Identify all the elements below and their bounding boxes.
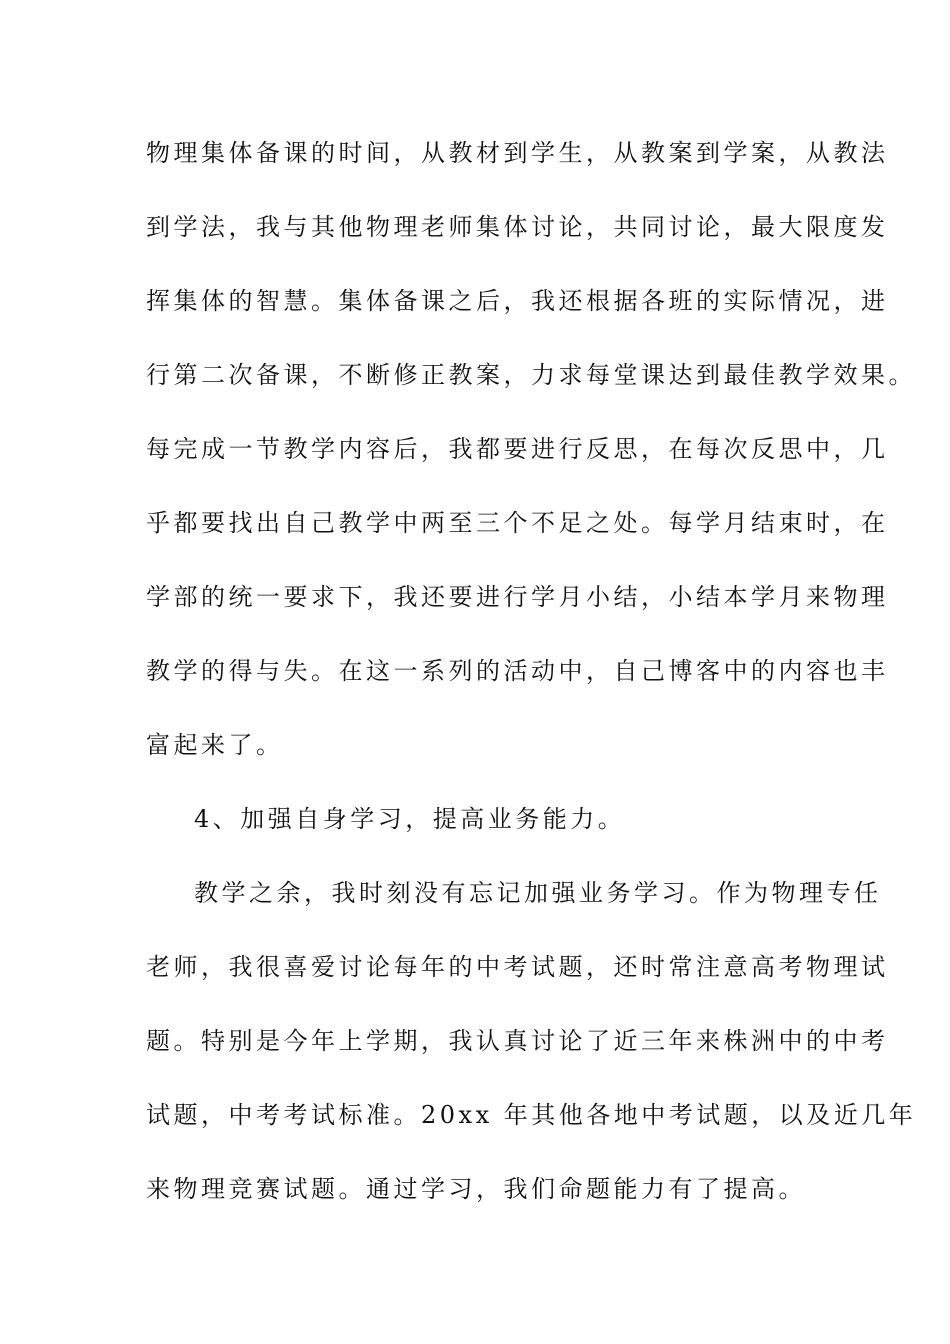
- paragraph-line: 乎都要找出自己教学中两至三个不足之处。每学月结束时，在: [146, 509, 889, 537]
- paragraph-line: 老师，我很喜爱讨论每年的中考试题，还时常注意高考物理试: [146, 953, 889, 981]
- paragraph-line: 挥集体的智慧。集体备课之后，我还根据各班的实际情况，进: [146, 287, 889, 315]
- section-heading: 4、加强自身学习，提高业务能力。: [194, 805, 626, 833]
- paragraph-line: 每完成一节教学内容后，我都要进行反思，在每次反思中，几: [146, 435, 889, 463]
- paragraph-line: 教学之余，我时刻没有忘记加强业务学习。作为物理专任: [194, 879, 882, 907]
- paragraph-line: 来物理竞赛试题。通过学习，我们命题能力有了提高。: [146, 1175, 806, 1203]
- paragraph-line: 学部的统一要求下，我还要进行学月小结，小结本学月来物理: [146, 583, 889, 611]
- paragraph-line: 到学法，我与其他物理老师集体讨论，共同讨论，最大限度发: [146, 213, 889, 241]
- paragraph-line: 行第二次备课，不断修正教案，力求每堂课达到最佳教学效果。: [146, 361, 916, 389]
- paragraph-line: 教学的得与失。在这一系列的活动中，自己博客中的内容也丰: [146, 657, 889, 685]
- paragraph-line: 富起来了。: [146, 731, 284, 759]
- paragraph-line: 物理集体备课的时间，从教材到学生，从教案到学案，从教法: [146, 139, 889, 167]
- paragraph-line: 试题，中考考试标准。20xx 年其他各地中考试题，以及近几年: [146, 1101, 917, 1129]
- paragraph-line: 题。特别是今年上学期，我认真讨论了近三年来株洲中的中考: [146, 1027, 889, 1055]
